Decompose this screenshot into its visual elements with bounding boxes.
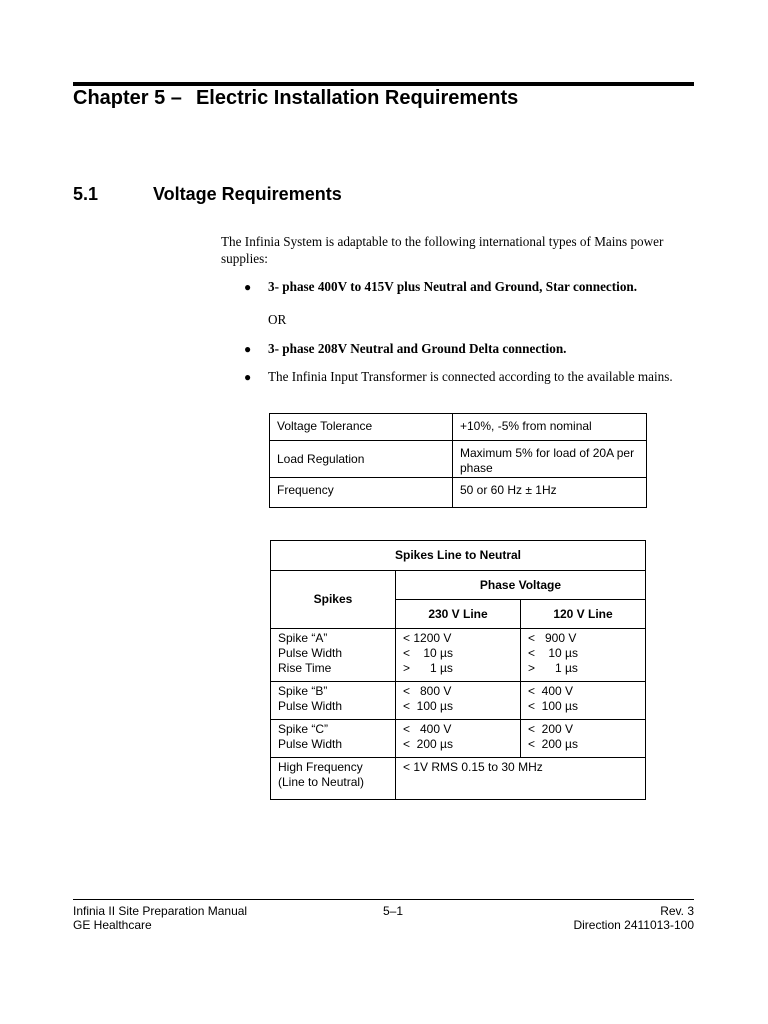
cell-line: High Frequency — [278, 760, 363, 774]
chapter-name: Electric Installation Requirements — [195, 87, 519, 109]
table-row — [271, 720, 646, 758]
bullet-text: 3- phase 400V to 415V plus Neutral and Ground, Star connection. — [268, 279, 638, 294]
table-cell: Frequency — [270, 478, 453, 508]
table-cell: +10%, -5% from nominal — [453, 414, 647, 441]
table-header-row — [271, 571, 646, 600]
footer-company: GE Healthcare — [73, 918, 152, 932]
table-row — [270, 478, 647, 508]
cell-line: < 10 µs — [528, 646, 578, 660]
chapter-title — [73, 87, 518, 110]
cell-line: Spike “B” — [278, 684, 328, 698]
cell-line: < 100 µs — [403, 699, 453, 713]
cell-line: < 10 µs — [403, 646, 453, 660]
table-cell — [521, 629, 646, 682]
bullet-dot: ● — [244, 342, 252, 356]
cell-line: < 400 V — [528, 684, 574, 698]
cell-line: < 200 µs — [403, 737, 453, 751]
table-cell: 50 or 60 Hz ± 1Hz — [453, 478, 647, 508]
section-heading — [73, 184, 342, 205]
header-rule — [73, 82, 694, 86]
section-number: 5.1 — [73, 184, 99, 204]
spikes-table — [270, 540, 646, 800]
section-title: Voltage Requirements — [153, 184, 342, 204]
footer-direction: Direction 2411013-100 — [573, 918, 694, 932]
table-row — [271, 758, 646, 800]
table-cell — [521, 682, 646, 720]
cell-line: Pulse Width — [278, 646, 343, 660]
bullet-text: The Infinia Input Transformer is connected according to the available mains. — [268, 369, 673, 384]
cell-line: < 100 µs — [528, 699, 578, 713]
footer-manual-title: Infinia II Site Preparation Manual — [73, 904, 248, 918]
table-cell — [271, 629, 396, 682]
bullet-dot: ● — [244, 280, 252, 294]
table-cell: Voltage Tolerance — [270, 414, 453, 441]
table-row — [270, 414, 647, 441]
cell-line: Rise Time — [278, 661, 332, 675]
cell-line: < 800 V — [403, 684, 452, 698]
table-cell — [396, 629, 521, 682]
table-header-row — [271, 541, 646, 571]
footer-rule — [73, 899, 694, 900]
cell-line: < 200 V — [528, 722, 574, 736]
table-cell — [271, 758, 396, 800]
table-cell — [396, 720, 521, 758]
intro-paragraph: The Infinia System is adaptable to the following international types of Mains power supplies: — [221, 234, 664, 266]
footer-revision: Rev. 3 — [660, 904, 694, 918]
cell-line: Pulse Width — [278, 699, 343, 713]
cell-line: > 1 µs — [528, 661, 578, 675]
bullet-text: 3- phase 208V Neutral and Ground Delta connection. — [268, 341, 567, 356]
table-cell: Maximum 5% for load of 20A per phase — [453, 441, 647, 478]
cell-line: < 1200 V — [403, 631, 452, 645]
or-text: OR — [268, 312, 287, 327]
chapter-number: Chapter 5 – — [73, 87, 182, 109]
cell-line: < 400 V — [403, 722, 452, 736]
table-cell — [271, 682, 396, 720]
table-cell — [521, 720, 646, 758]
cell-line: < 200 µs — [528, 737, 578, 751]
table-cell — [271, 720, 396, 758]
cell-line: (Line to Neutral) — [278, 775, 365, 789]
table-cell — [396, 682, 521, 720]
cell-line: Spike “C” — [278, 722, 329, 736]
header-phase-voltage: Phase Voltage — [396, 571, 646, 600]
table-row — [271, 682, 646, 720]
table-cell — [396, 758, 646, 800]
cell-line: Spike “A” — [278, 631, 328, 645]
header-230v: 230 V Line — [396, 600, 521, 629]
bullet-dot: ● — [244, 370, 252, 384]
header-spikes: Spikes — [271, 571, 396, 629]
footer-page-number: 5–1 — [383, 904, 404, 918]
cell-line: > 1 µs — [403, 661, 453, 675]
voltage-tolerance-table — [269, 413, 647, 508]
table-row — [271, 629, 646, 682]
table-row — [270, 441, 647, 478]
table-cell: Load Regulation — [270, 441, 453, 478]
cell-line: < 900 V — [528, 631, 577, 645]
cell-line: Pulse Width — [278, 737, 343, 751]
cell-line: < 1V RMS 0.15 to 30 MHz — [403, 760, 543, 774]
spikes-table-title: Spikes Line to Neutral — [271, 541, 646, 571]
header-120v: 120 V Line — [521, 600, 646, 629]
